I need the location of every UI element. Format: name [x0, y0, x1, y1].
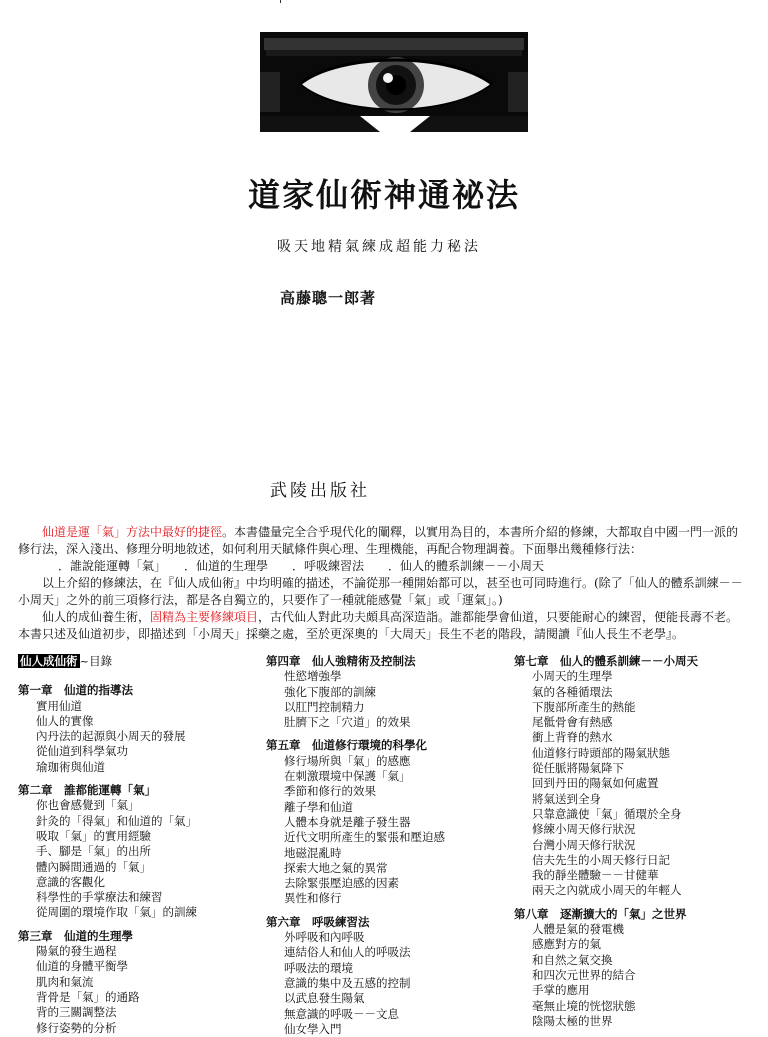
book-title: 道家仙術神通祕法: [247, 176, 520, 214]
toc-entry: 修練小周天修行狀況: [532, 822, 636, 837]
toc-chapter-heading: 第七章 仙人的體系訓練－－小周天: [514, 654, 698, 668]
toc-entry: 瑜珈術與仙道: [36, 759, 105, 774]
toc-entry: 去除緊張壓迫感的因素: [284, 876, 399, 891]
toc-entry: 回到丹田的陽氣如何處置: [532, 776, 659, 791]
toc-col2-body: [266, 654, 502, 1037]
toc-entry: 氣的各種循環法: [532, 684, 613, 699]
toc-entry: 異性和修行: [284, 891, 342, 906]
toc-entry: 人體本身就是離子發生器: [284, 814, 411, 829]
toc-entry: 體內瞬間通過的「氣」: [36, 859, 151, 874]
eye-illustration: [260, 32, 528, 132]
toc-chapter-heading: 第四章 仙人強精術及控制法: [266, 654, 416, 668]
toc-col3-body: [514, 654, 750, 1029]
toc-entry: 意識的集中及五感的控制: [284, 975, 411, 990]
book-subtitle: 吸天地精氣練成超能力秘法: [277, 239, 481, 255]
toc-entry: 從仙道到科學氣功: [36, 744, 128, 759]
intro-highlight-1: 仙道是運「氣」方法中最好的捷徑: [42, 525, 223, 539]
toc-entry: 尾骶骨會有熱感: [532, 715, 613, 730]
toc-entry: 感應對方的氣: [532, 937, 601, 952]
intro-paragraph-2: 以上介紹的修練法，在『仙人成仙術』中均明確的描述，不論從那一種開始都可以，甚至也可同時進行。(除了「仙人的體系訓練－－小周天」之外的前三項修行法，都是各自獨立的，只要作了一種就能感覺「氣」或「運氣」。): [18, 576, 743, 607]
toc-chapter-heading: 第六章 呼吸練習法: [266, 914, 370, 929]
toc-entry: 在刺激環境中保護「氣」: [284, 769, 411, 784]
intro-paragraph-3: [18, 609, 750, 643]
toc-entry: 信夫先生的小周天修行日記: [532, 852, 670, 867]
toc-column-1: [18, 654, 254, 1036]
toc-entry: 下腹部所產生的熱能: [532, 699, 636, 714]
toc-chapter-heading: 第八章 逐漸擴大的「氣」之世界: [514, 906, 687, 921]
toc-entry: 陽氣的發生過程: [36, 944, 117, 959]
toc-entry: 以武息發生陽氣: [284, 991, 365, 1006]
toc-entry: 將氣送到全身: [532, 791, 601, 806]
toc-entry: 兩天之內就成小周天的年輕人: [532, 883, 682, 898]
toc-entry: 無意識的呼吸－－文息: [284, 1006, 399, 1021]
toc-entry: 外呼吸和內呼吸: [284, 930, 365, 945]
toc-entry: 意識的客觀化: [36, 874, 105, 889]
toc-entry: 地磁混亂時: [284, 845, 342, 860]
intro-p1-rest: 。本書儘量完全合乎現代化的闡釋，以實用為目的，本書所介紹的修練，大都取自中國一門一派的修行法，深入淺出、修理分明地敘述，如何利用天賦條件與心理、生理機能，再配合物理調養。下面舉出幾種修行法：: [18, 525, 739, 556]
toc-entry: 背的三關調整法: [36, 1005, 117, 1020]
toc-heading: [18, 654, 254, 669]
intro-text: [18, 524, 750, 643]
toc-entry: 強化下腹部的訓練: [284, 684, 376, 699]
toc-entry: 從任脈將陽氣降下: [532, 761, 624, 776]
toc-chapter-heading: 第三章 仙道的生理學: [18, 928, 133, 943]
toc-entry: 仙道修行時頭部的陽氣狀態: [532, 745, 670, 760]
toc-entry: 你也會感覺到「氣」: [36, 798, 140, 813]
toc-entry: 背骨是「氣」的通路: [36, 989, 140, 1004]
toc-entry: 探索大地之氣的異常: [284, 860, 388, 875]
toc-entry: 台灣小周天修行狀況: [532, 837, 636, 852]
toc-entry: 毫無止境的恍惚狀態: [532, 998, 636, 1013]
toc-entry: 以肛門控制精力: [284, 699, 365, 714]
toc-entry: 呼吸法的環境: [284, 960, 353, 975]
toc-entry: 實用仙道: [36, 698, 82, 713]
methods-line: ．誰說能運轉「氣」 ．仙道的生理學 ．呼吸練習法 ．仙人的體系訓練－－小周天: [58, 559, 545, 573]
toc-entry: 只靠意識使「氣」循環於全身: [532, 806, 682, 821]
toc-chapter-heading: 第二章 誰都能運轉「氣」: [18, 783, 156, 798]
toc-entry: 我的靜坐體驗－－甘健華: [532, 868, 659, 883]
toc-entry: 人體是氣的發電機: [532, 922, 624, 937]
toc-col1-body: [18, 683, 254, 1036]
toc-entry: 內丹法的起源與小周天的發展: [36, 729, 186, 744]
toc-entry: 科學性的手掌療法和練習: [36, 890, 163, 905]
toc-entry: 肚臍下之「穴道」的效果: [284, 715, 411, 730]
toc-entry: 修行場所與「氣」的感應: [284, 753, 411, 768]
toc-entry: 手掌的應用: [532, 983, 590, 998]
intro-p3-a: 仙人的成仙養生術，: [42, 610, 151, 624]
toc-entry: 性慾增強學: [284, 669, 342, 684]
intro-highlight-2: 固精為主要修練項目: [150, 610, 259, 624]
author-line: 高藤聰一郎著: [280, 289, 377, 307]
toc-entry: 修行姿勢的分析: [36, 1020, 117, 1035]
toc-entry: 吸取「氣」的實用經驗: [36, 828, 151, 843]
publisher-name: 武陵出版社: [270, 481, 370, 501]
toc-entry: 仙道的身體平衡學: [36, 959, 128, 974]
toc-entry: 針灸的「得氣」和仙道的「氣」: [36, 813, 197, 828]
toc-entry: 陰陽太極的世界: [532, 1013, 613, 1028]
toc-entry: 近代文明所產生的緊張和壓迫感: [284, 830, 445, 845]
intro-p3-b: ，古代仙人對此功夫頗具高深造詣。誰都能學會仙道，只要能耐心的練習，便能長壽不老。本書只述及仙道初步，即描述到「小周天」採藥之處，至於更深奧的「大周天」長生不老的階段，請閱讀『仙人長生不老學』。: [18, 610, 739, 641]
toc-entry: 從周圍的環境作取「氣」的訓練: [36, 905, 197, 920]
toc-heading-highlight: 仙人成仙術: [20, 654, 78, 668]
toc-chapter-heading: 第五章 仙道修行環境的科學化: [266, 738, 427, 753]
toc-entry: 衝上背脊的熱水: [532, 730, 613, 745]
toc-entry: 季節和修行的效果: [284, 784, 376, 799]
toc-column-3: [514, 654, 750, 1029]
toc-entry: 肌肉和氣流: [36, 974, 94, 989]
toc-entry: 手、腳是「氣」的出所: [36, 844, 151, 859]
toc-entry: 離子學和仙道: [284, 799, 353, 814]
toc-column-2: [266, 654, 502, 1037]
toc-entry: 仙人的實像: [36, 713, 94, 728]
toc-entry: 仙女學入門: [284, 1021, 342, 1036]
toc-chapter-heading: 第一章 仙道的指導法: [18, 683, 133, 698]
toc-entry: 連結俗人和仙人的呼吸法: [284, 945, 411, 960]
scan-speck: [280, 0, 281, 3]
toc-heading-suffix: ~目錄: [79, 654, 113, 668]
toc-entry: 和自然之氣交換: [532, 952, 613, 967]
toc-entry: 和四次元世界的結合: [532, 967, 636, 982]
intro-paragraph-1: [18, 524, 750, 558]
toc-entry: 小周天的生理學: [532, 669, 613, 684]
